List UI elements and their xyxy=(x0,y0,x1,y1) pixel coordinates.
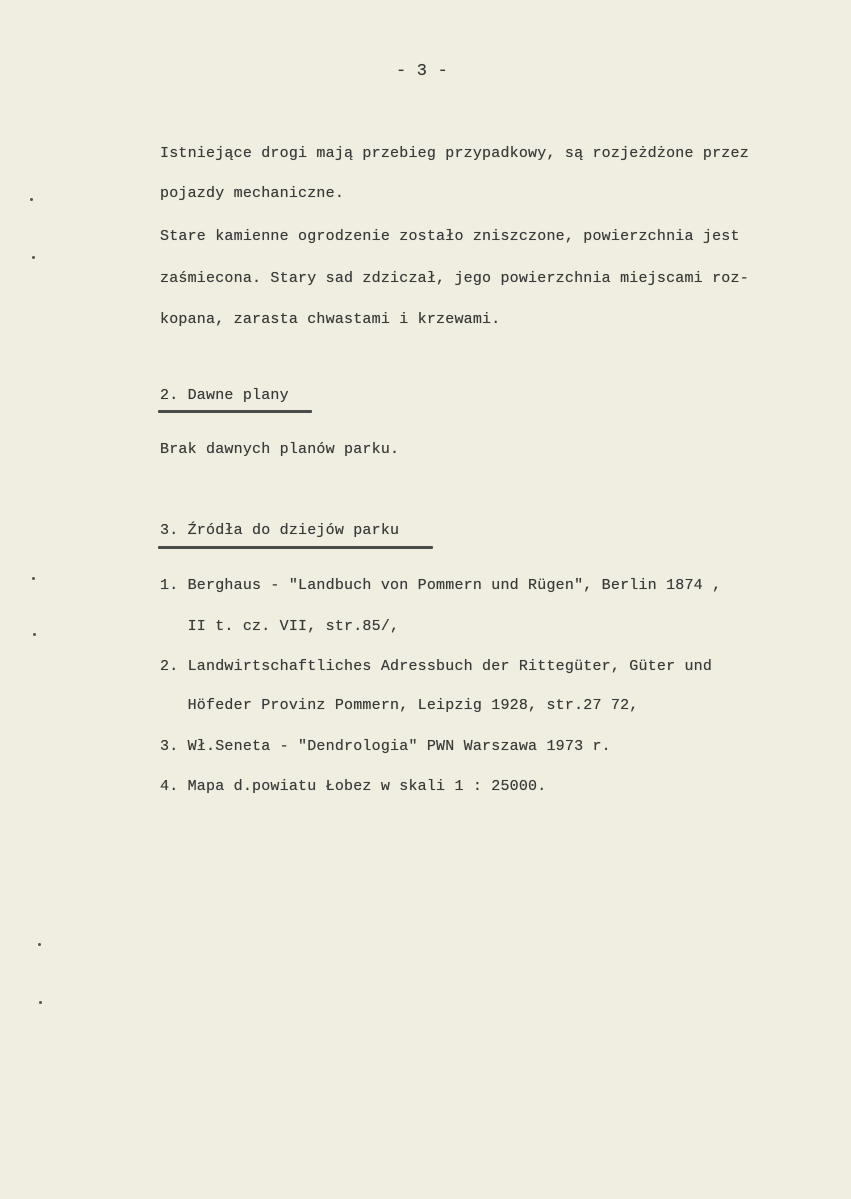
source-item: 4. Mapa d.powiatu Łobez w skali 1 : 25000. xyxy=(160,778,547,795)
section-3-heading: 3. Źródła do dziejów parku xyxy=(160,522,400,539)
margin-speck xyxy=(32,256,35,259)
source-item: 3. Wł.Seneta - "Dendrologia" PWN Warszawa 1973 r. xyxy=(160,738,611,755)
source-item: 1. Berghaus - "Landbuch von Pommern und Rügen", Berlin 1874 , xyxy=(160,577,722,594)
paragraph-line: kopana, zarasta chwastami i krzewami. xyxy=(160,311,501,328)
margin-speck xyxy=(30,198,33,201)
margin-speck xyxy=(32,577,35,580)
section-2-text: Brak dawnych planów parku. xyxy=(160,441,400,458)
margin-speck xyxy=(33,633,36,636)
source-item: 2. Landwirtschaftliches Adressbuch der Rittegüter, Güter und xyxy=(160,658,713,675)
paragraph-line: pojazdy mechaniczne. xyxy=(160,185,345,202)
section-2-underline xyxy=(158,410,312,413)
source-item: II t. cz. VII, str.85/, xyxy=(160,618,400,635)
paragraph-line: Stare kamienne ogrodzenie zostało zniszczone, powierzchnia jest xyxy=(160,228,740,245)
paragraph-line: Istniejące drogi mają przebieg przypadkowy, są rozjeżdżone przez xyxy=(160,145,749,162)
paragraph-line: zaśmiecona. Stary sad zdziczał, jego powierzchnia miejscami roz- xyxy=(160,270,749,287)
page-number: - 3 - xyxy=(396,62,449,81)
section-2-heading: 2. Dawne plany xyxy=(160,387,289,404)
margin-speck xyxy=(38,943,41,946)
margin-speck xyxy=(39,1001,42,1004)
section-3-underline xyxy=(158,546,433,549)
source-item: Höfeder Provinz Pommern, Leipzig 1928, str.27 72, xyxy=(160,697,639,714)
